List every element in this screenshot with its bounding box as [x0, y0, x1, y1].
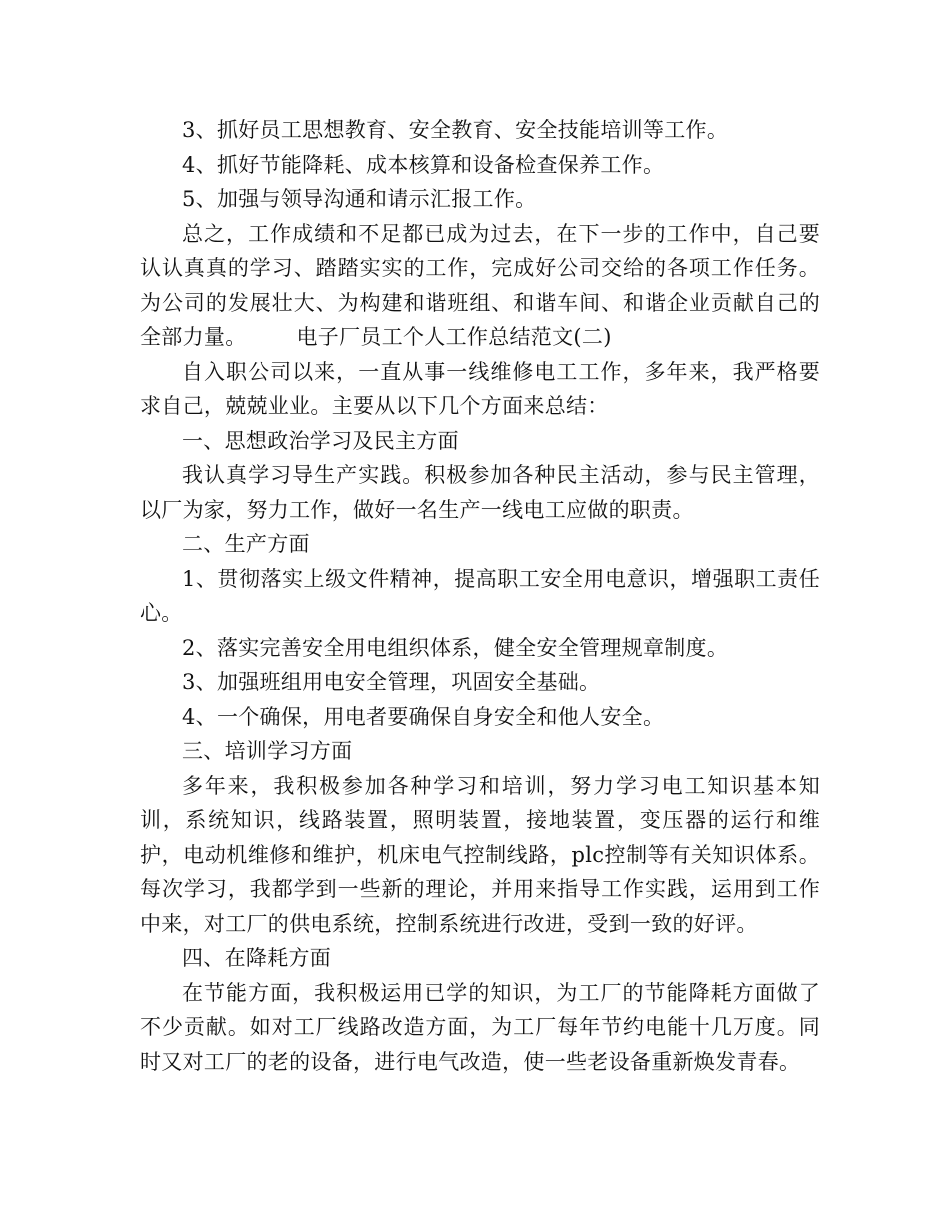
section-heading: 二、生产方面 [182, 532, 310, 556]
document-page [140, 113, 820, 1079]
paragraph: 自入职公司以来，一直从事一线维修电工工作，多年来，我严格要求自己，兢兢业业。主要从以下几个方面来总结： [140, 359, 820, 418]
paragraph: 多年来，我积极参加各种学习和培训，努力学习电工知识基本知训，系统知识，线路装置，照明装置，接地装置，变压器的运行和维护，电动机维修和维护，机床电气控制线路，plc控制等有关知识体系。每次学习，我都学到一些新的理论，并用来指导工作实践，运用到工作中来，对工厂的供电系统，控制系统进行改进，受到一致的好评。 [140, 773, 820, 936]
list-item: 4、抓好节能降耗、成本核算和设备检查保养工作。 [182, 152, 665, 177]
list-item: 4、一个确保，用电者要确保自身安全和他人安全。 [182, 704, 665, 729]
list-item: 3、抓好员工思想教育、安全教育、安全技能培训等工作。 [182, 118, 729, 142]
list-item: 5、加强与领导沟通和请示汇报工作。 [182, 187, 537, 211]
paragraph: 我认真学习导生产实践。积极参加各种民主活动，参与民主管理，以厂为家，努力工作，做好一名生产一线电工应做的职责。 [140, 463, 820, 522]
paragraph-text: 总之，工作成绩和不足都已成为过去，在下一步的工作中，自己要认认真真的学习、踏踏实实的工作，完成好公司交给的各项工作任务。为公司的发展壮大、为构建和谐班组、和谐车间、和谐企业贡献自己的全部力量。 [140, 221, 820, 349]
list-item: 1、贯彻落实上级文件精神，提高职工安全用电意识，增强职工责任心。 [140, 566, 820, 625]
section-heading: 三、培训学习方面 [182, 739, 353, 763]
section-heading: 四、在降耗方面 [182, 946, 332, 970]
list-item: 2、落实完善安全用电组织体系，健全安全管理规章制度。 [182, 635, 729, 660]
list-item: 3、加强班组用电安全管理，巩固安全基础。 [182, 670, 601, 694]
paragraph-summary [140, 217, 820, 355]
document-title: 电子厂员工个人工作总结范文(二) [296, 325, 612, 349]
paragraph: 在节能方面，我积极运用已学的知识，为工厂的节能降耗方面做了不少贡献。如对工厂线路改造方面，为工厂每年节约电能十几万度。同时又对工厂的老的设备，进行电气改造，使一些老设备重新焕发青春。 [140, 980, 820, 1074]
section-heading: 一、思想政治学习及民主方面 [182, 428, 459, 453]
